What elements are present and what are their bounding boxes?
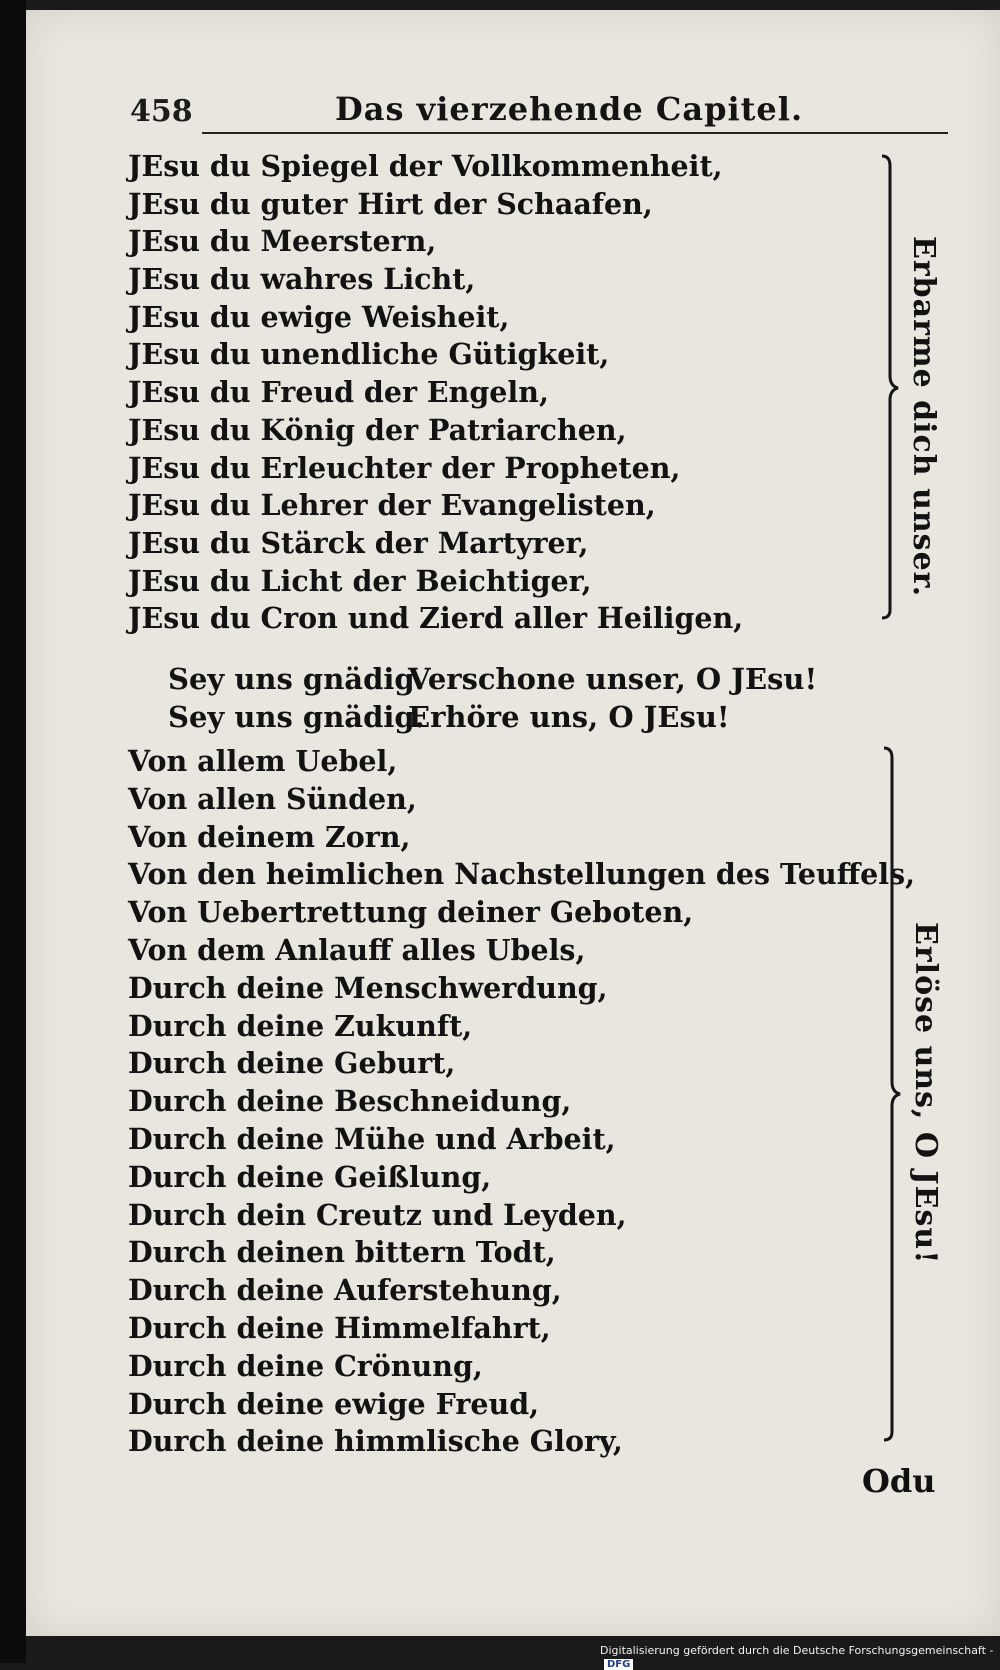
litany-line: Durch deine Beschneidung, (128, 1084, 572, 1119)
side-response-erloese: Erlöse uns, O JEsu! (908, 922, 943, 1265)
response-answer: Erhöre uns, O JEsu! (408, 700, 730, 734)
catchword: Odu (862, 1462, 936, 1500)
litany-line: JEsu du wahres Licht, (128, 262, 476, 297)
response-line (168, 698, 817, 736)
litany-line: JEsu du Spiegel der Vollkommenheit, (128, 149, 723, 183)
litany-line: Durch deine Zukunft, (128, 1008, 473, 1043)
litany-line: Von den heimlichen Nachstellungen des Teuffels, (128, 857, 916, 892)
litany-line: Von allem Uebel, (128, 744, 398, 778)
litany-line: JEsu du guter Hirt der Schaafen, (128, 186, 653, 221)
header-rule (202, 132, 948, 134)
response-line (168, 660, 817, 698)
litany-line: Durch dein Creutz und Leyden, (128, 1197, 627, 1232)
litany-line: JEsu du Lehrer der Evangelisten, (128, 488, 656, 523)
litany-line: Durch deinen bittern Todt, (128, 1235, 556, 1270)
litany-line: JEsu du Erleuchter der Propheten, (128, 450, 681, 485)
litany-line: JEsu du Meerstern, (128, 224, 437, 259)
litany-line: Von dem Anlauff alles Ubels, (128, 932, 586, 967)
litany-line: Von Uebertrettung deiner Geboten, (128, 895, 694, 930)
responses-list (168, 660, 817, 736)
litany-line: Durch deine Himmelfahrt, (128, 1310, 551, 1345)
page-header (130, 90, 948, 134)
side-response-erbarme: Erbarme dich unser. (906, 236, 941, 598)
digitization-credit (600, 1644, 1000, 1670)
brace-bracket-2 (882, 744, 906, 1444)
dfg-logo: DFG (604, 1659, 633, 1670)
response-invocation: Sey uns gnädig. (168, 662, 425, 696)
litany-line: Durch deine Geburt, (128, 1046, 456, 1081)
litany-line: JEsu du Licht der Beichtiger, (128, 563, 592, 598)
litany-von-durch-list (128, 743, 915, 1461)
litany-line: JEsu du Stärck der Martyrer, (128, 525, 589, 560)
litany-line: JEsu du Freud der Engeln, (128, 375, 549, 410)
brace-bracket-1 (880, 152, 904, 622)
running-title: Das vierzehende Capitel. (335, 90, 804, 128)
litany-line: Von allen Sünden, (128, 781, 417, 816)
litany-line: JEsu du ewige Weisheit, (128, 299, 510, 334)
litany-line: JEsu du unendliche Gütigkeit, (128, 337, 610, 372)
litany-jesu-list (128, 148, 743, 638)
litany-line: JEsu du König der Patriarchen, (128, 412, 627, 447)
litany-line: Durch deine Auferstehung, (128, 1273, 562, 1308)
litany-line: Durch deine ewige Freud, (128, 1386, 540, 1421)
page-number: 458 (130, 94, 193, 129)
book-spine-shadow (0, 0, 26, 1663)
credit-text: Digitalisierung gefördert durch die Deutsche Forschungsgemeinschaft - (600, 1644, 994, 1657)
litany-line: Durch deine himmlische Glory, (128, 1424, 623, 1459)
response-answer: Verschone unser, O JEsu! (408, 662, 818, 696)
litany-line: Durch deine Crönung, (128, 1348, 483, 1383)
litany-line: Durch deine Menschwerdung, (128, 970, 608, 1005)
response-invocation: Sey uns gnädig. (168, 700, 425, 734)
litany-line: JEsu du Cron und Zierd aller Heiligen, (128, 601, 744, 636)
litany-line: Von deinem Zorn, (128, 819, 411, 854)
litany-line: Durch deine Mühe und Arbeit, (128, 1121, 616, 1156)
litany-line: Durch deine Geißlung, (128, 1159, 492, 1194)
